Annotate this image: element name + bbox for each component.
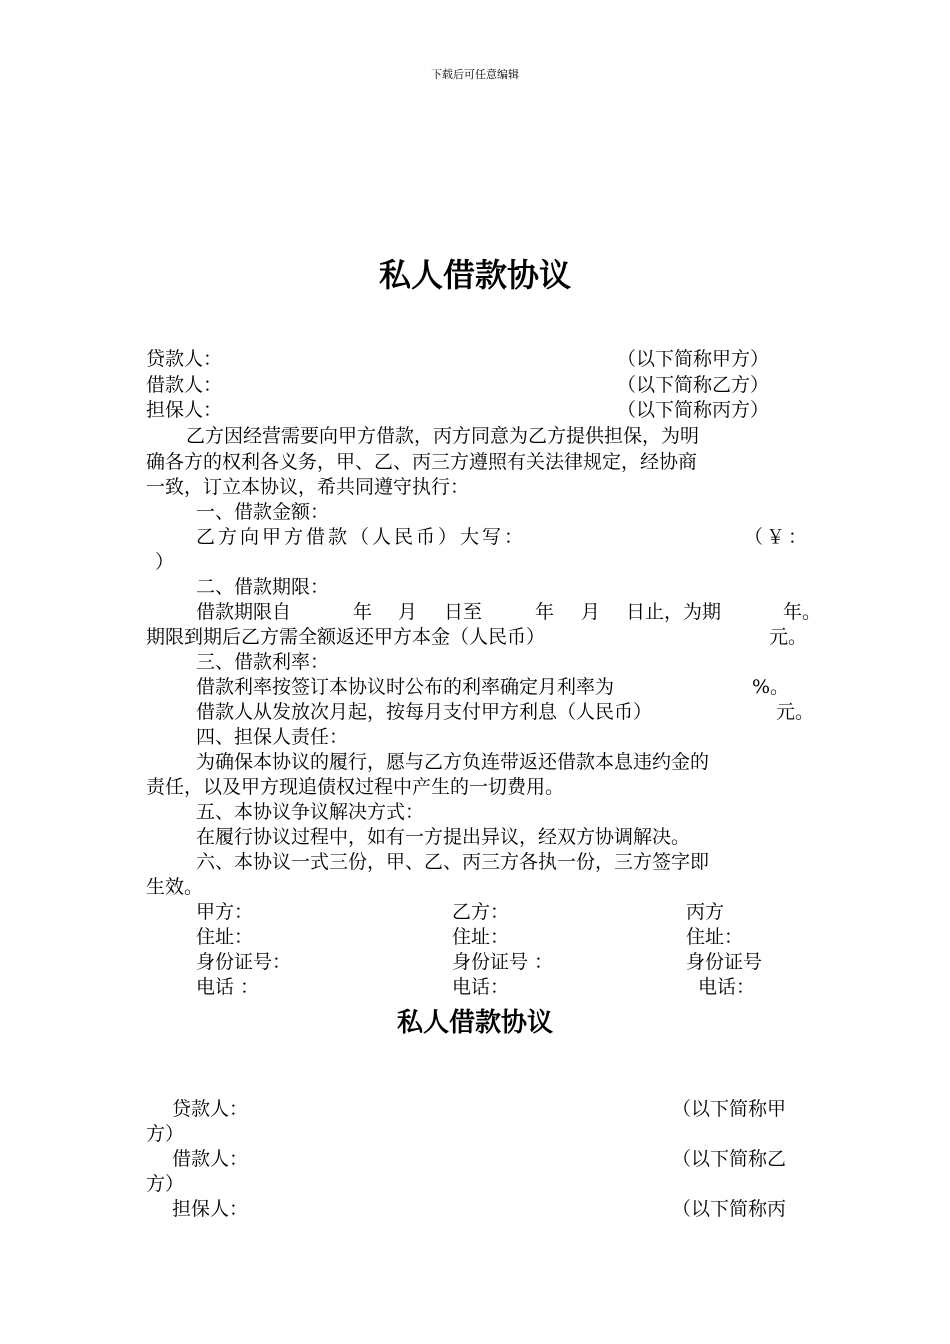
lender-suffix: （以下简称甲方） xyxy=(617,348,770,370)
section-5-heading: 五、本协议争议解决方式： xyxy=(196,801,425,823)
page2-lender-wrap: 方） xyxy=(146,1123,185,1145)
section-1-line: 乙方向甲方借款（人民币）大写： xyxy=(196,526,527,548)
page-header: 下载后可任意编辑 xyxy=(431,68,519,81)
page2-borrower-label: 借款人： xyxy=(172,1148,249,1170)
section-2-month-1: 月 xyxy=(398,601,418,623)
section-3-line-1: 借款利率按签订本协议时公布的利率确定月利率为 xyxy=(196,676,615,698)
signature-phone-a: 电话 ： xyxy=(196,976,260,998)
section-6-line-1: 六、本协议一式三份，甲、乙、丙三方各执一份，三方签字即 xyxy=(196,851,710,873)
intro-line-1: 乙方因经营需要向甲方借款，丙方同意为乙方提供担保，为明 xyxy=(186,425,700,447)
page2-guarantor-label: 担保人： xyxy=(172,1198,249,1220)
section-4-heading: 四、担保人责任： xyxy=(196,726,349,748)
signature-address-b: 住址： xyxy=(452,926,510,948)
signature-address-c: 住址： xyxy=(686,926,744,948)
section-2-start: 借款期限自 xyxy=(196,601,292,623)
section-3-line-2: 借款人从发放次月起，按每月支付甲方利息（人民币） xyxy=(196,701,653,723)
section-2-month-2: 月 xyxy=(581,601,601,623)
section-2-heading: 二、借款期限： xyxy=(196,576,330,598)
section-2-line-2: 期限到期后乙方需全额返还甲方本金（人民币） xyxy=(146,626,546,648)
page2-lender-label: 贷款人： xyxy=(172,1098,249,1120)
section-6-line-2: 生效。 xyxy=(146,876,204,898)
guarantor-label: 担保人： xyxy=(146,399,223,421)
section-4-line-1: 为确保本协议的履行，愿与乙方负连带返还借款本息违约金的 xyxy=(196,751,710,773)
section-3-heading: 三、借款利率： xyxy=(196,651,330,673)
signature-address-a: 住址： xyxy=(196,926,254,948)
borrower-label: 借款人： xyxy=(146,374,223,396)
document-title-2: 私人借款协议 xyxy=(396,1008,553,1038)
section-1-heading: 一、借款金额： xyxy=(196,501,330,523)
section-4-line-2: 责任，以及甲方现追债权过程中产生的一切费用。 xyxy=(146,776,565,798)
section-1-close: ） xyxy=(155,551,175,573)
section-2-day-end: 日止，为期 xyxy=(626,601,722,623)
guarantor-suffix: （以下简称丙方） xyxy=(617,399,770,421)
signature-id-b: 身份证号 ： xyxy=(452,951,554,973)
signature-party-b: 乙方： xyxy=(452,901,510,923)
page2-borrower-suffix: （以下简称乙 xyxy=(672,1148,787,1170)
page2-lender-suffix: （以下简称甲 xyxy=(672,1098,787,1120)
signature-phone-c: 电话： xyxy=(698,976,756,998)
document-title: 私人借款协议 xyxy=(378,256,571,294)
signature-phone-b: 电话： xyxy=(452,976,510,998)
section-2-year-1: 年 xyxy=(353,601,373,623)
section-2-day-to: 日至 xyxy=(444,601,483,623)
signature-id-a: 身份证号： xyxy=(196,951,292,973)
section-5-line: 在履行协议过程中，如有一方提出异议，经双方协调解决。 xyxy=(196,826,691,848)
section-3-yuan: 元。 xyxy=(776,701,815,723)
intro-line-2: 确各方的权利各义务，甲、乙、丙三方遵照有关法律规定，经协商 xyxy=(146,451,698,473)
lender-label: 贷款人： xyxy=(146,348,223,370)
borrower-suffix: （以下简称乙方） xyxy=(617,374,770,396)
section-3-percent: %。 xyxy=(752,676,790,698)
section-1-yen: （￥： xyxy=(744,526,811,548)
section-2-year-2: 年 xyxy=(535,601,555,623)
page2-guarantor-suffix: （以下简称丙 xyxy=(672,1198,787,1220)
section-2-yuan: 元。 xyxy=(769,626,808,648)
intro-line-3: 一致，订立本协议，希共同遵守执行： xyxy=(146,476,470,498)
page2-borrower-wrap: 方） xyxy=(146,1173,185,1195)
section-2-year-3: 年。 xyxy=(783,601,822,623)
signature-id-c: 身份证号 xyxy=(686,951,763,973)
signature-party-a: 甲方： xyxy=(196,901,254,923)
signature-party-c: 丙方 xyxy=(686,901,725,923)
